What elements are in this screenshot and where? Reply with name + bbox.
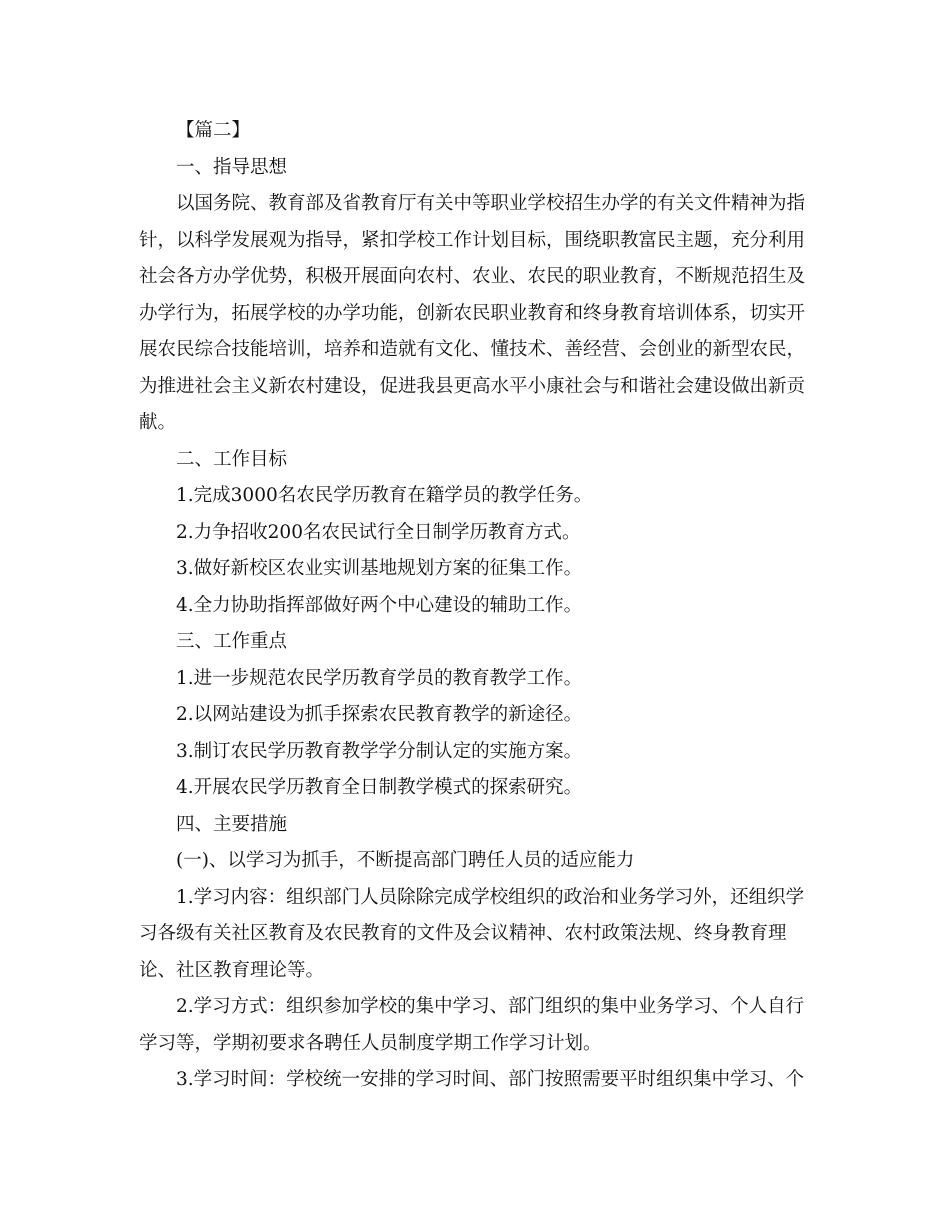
goal-item-2: 2.力争招收200名农民试行全日制学历教育方式。 — [176, 521, 581, 543]
measure-item-1: 1.学习内容：组织部门人员除除完成学校组织的政治和业务学习外，还组织学习各级有关社区教育及农民教育的文件及会议精神、农村政策法规、终身教育理论、社区教育理论等。 — [139, 886, 805, 981]
paragraph-guiding-ideology: 以国务院、教育部及省教育厅有关中等职业学校招生办学的有关文件精神为指针，以科学发展观为指导，紧扣学校工作计划目标，围绕职教富民主题，充分利用社会各方办学优势，积极开展面向农村、农业、农民的职业教育，不断规范招生及办学行为，拓展学校的办学功能，创新农民职业教育和终身教育培训体系，切实开展农民综合技能培训，培养和造就有文化、懂技术、善经营、会创业的新型农民，为推进社会主义新农村建设，促进我县更高水平小康社会与和谐社会建设做出新贡献。 — [139, 193, 806, 433]
focus-item-1: 1.进一步规范农民学历教育学员的教育教学工作。 — [176, 667, 583, 689]
document-body — [139, 113, 813, 1099]
subheading-learning: (一)、以学习为抓手，不断提高部门聘任人员的适应能力 — [176, 850, 635, 871]
focus-item-4: 4.开展农民学历教育全日制教学模式的探索研究。 — [176, 777, 583, 798]
measure-item-2: 2.学习方式：组织参加学校的集中学习、部门组织的集中业务学习、个人自行学习等，学期初要求各聘任人员制度学期工作学习计划。 — [139, 996, 805, 1054]
goal-item-1: 1.完成3000名农民学历教育在籍学员的教学任务。 — [176, 485, 593, 506]
section-title: 【篇二】 — [176, 120, 251, 141]
measure-item-3: 3.学习时间：学校统一安排的学习时间、部门按照需要平时组织集中学习、个 — [176, 1069, 805, 1090]
focus-item-3: 3.制订农民学历教育教学学分制认定的实施方案。 — [176, 740, 583, 762]
focus-item-2: 2.以网站建设为抓手探索农民教育教学的新途径。 — [176, 704, 583, 725]
goal-item-4: 4.全力协助指挥部做好两个中心建设的辅助工作。 — [176, 594, 583, 616]
heading-main-measures: 四、主要措施 — [176, 813, 288, 835]
heading-work-focus: 三、工作重点 — [176, 631, 288, 652]
goal-item-3: 3.做好新校区农业实训基地规划方案的征集工作。 — [176, 558, 583, 579]
heading-guiding-ideology: 一、指导思想 — [176, 156, 288, 178]
heading-work-goals: 二、工作目标 — [176, 448, 288, 470]
